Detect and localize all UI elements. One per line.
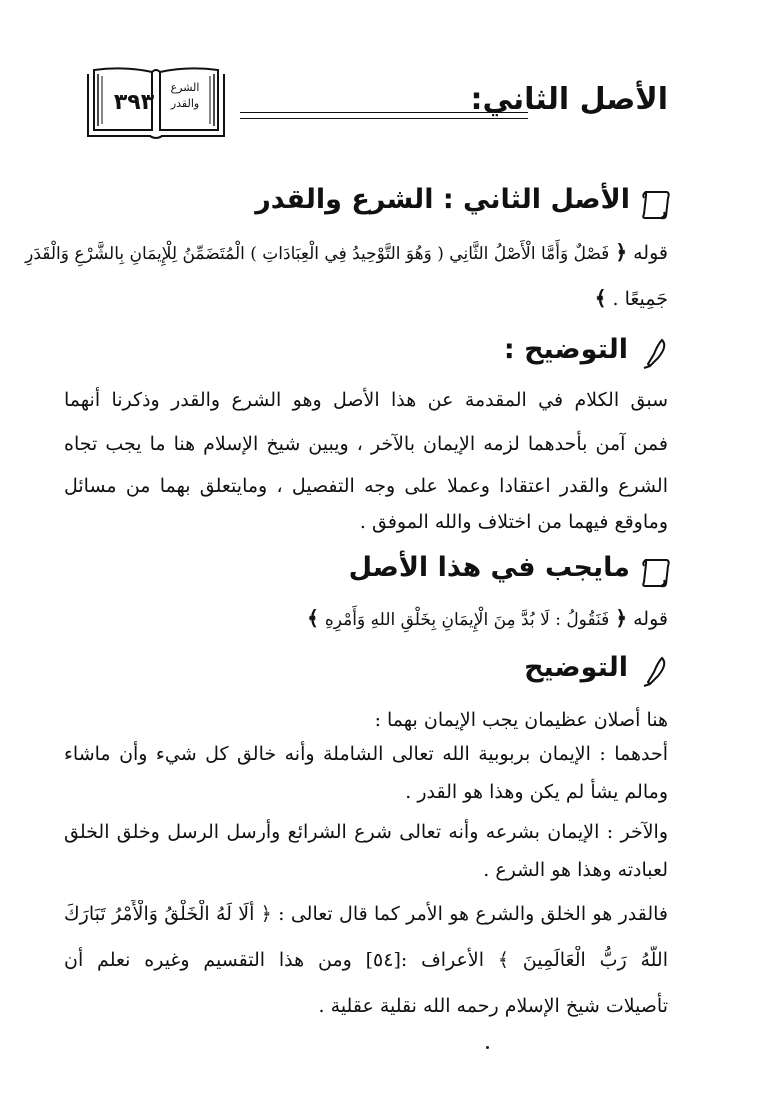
book-label-line2: والقدر: [170, 97, 200, 110]
quote-open-bracket: ﴿: [615, 240, 628, 264]
section-heading-obligation: مايجب في هذا الأصل: [348, 552, 630, 583]
section-heading-principle: الأصل الثاني : الشرع والقدر: [255, 184, 630, 215]
text-line: وماوقع فيهما من اختلاف والله الموفق .: [359, 511, 668, 533]
text-line: سبق الكلام في المقدمة عن هذا الأصل وهو الشرع والقدر وذكرنا أنهما: [64, 389, 668, 411]
header-rule: [240, 112, 528, 113]
text-line: تأصيلات شيخ الإسلام رحمه الله نقلية عقلية .: [318, 995, 668, 1017]
quote-close-bracket: ﴾: [594, 286, 607, 310]
quote-prefix: قوله: [633, 608, 668, 630]
quill-icon: [638, 654, 670, 688]
quote-line-1: [25, 238, 668, 268]
quote-line-3: [64, 604, 668, 634]
text-line: فالقدر هو الخلق والشرع هو الأمر كما قال تعالى : ﴿ أَلَا لَهُ الْخَلْقُ وَالْأَمْرُ تَبَارَكَ: [64, 903, 668, 925]
book-label-line1: الشرع: [170, 81, 200, 94]
quill-icon: [638, 336, 670, 370]
clarification-heading: التوضيح :: [503, 334, 628, 365]
quote-prefix: قوله: [633, 242, 668, 264]
running-title: الأصل الثاني:: [470, 82, 668, 117]
quote-text-end: جَمِيعًا .: [612, 288, 668, 310]
text-line: هنا أصلان عظيمان يجب الإيمان بهما :: [374, 709, 668, 731]
text-line: فمن آمن بأحدهما لزمه الإيمان بالآخر ، ويبين شيخ الإسلام هنا ما يجب تجاه: [64, 433, 668, 455]
clarification-heading: التوضيح: [524, 652, 628, 683]
quote-close-bracket: ﴾: [307, 606, 319, 630]
text-line: ومالم يشأ لم يكن وهذا هو القدر .: [405, 781, 668, 803]
book-label: [160, 80, 210, 112]
quote-line-2: [64, 284, 668, 313]
text-line: لعبادته وهذا هو الشرع .: [483, 859, 668, 881]
text-line: الشرع والقدر اعتقادا وعملا على وجه التفصيل ، ومايتعلق بهما من مسائل: [64, 475, 668, 497]
text-line: والآخر : الإيمان بشرعه وأنه تعالى شرع الشرائع وأرسل الرسل وخلق الخلق: [64, 821, 668, 843]
quote-open-bracket: ﴿: [615, 606, 628, 630]
scroll-icon: [640, 556, 672, 590]
scroll-icon: [640, 188, 672, 222]
quote-text: فَنَقُولُ : لَا بُدَّ مِنَ الْإِيمَانِ بِخَلْقِ اللهِ وَأَمْرِهِ: [324, 610, 610, 630]
header-rule-second: [240, 118, 528, 119]
page-number: ٣٩٣: [113, 90, 155, 115]
quote-text: فَصْلٌ وَأَمَّا الْأَصْلُ الثَّانِي ( وَهُوَ التَّوْحِيدُ فِي الْعِبَادَاتِ ) الْمُتَضَمِّنُ لِلْإِيمَانِ بِالشَّرْعِ وَالْقَدَرِ: [25, 244, 610, 264]
text-line: اللَّهُ رَبُّ الْعَالَمِينَ ﴾ الأعراف :[٥٤] ومن هذا التقسيم وغيره نعلم أن: [64, 949, 668, 971]
print-speck: [486, 1046, 489, 1049]
text-line: أحدهما : الإيمان بربوبية الله تعالى الشاملة وأنه خالق كل شيء وأن ماشاء: [64, 743, 668, 765]
